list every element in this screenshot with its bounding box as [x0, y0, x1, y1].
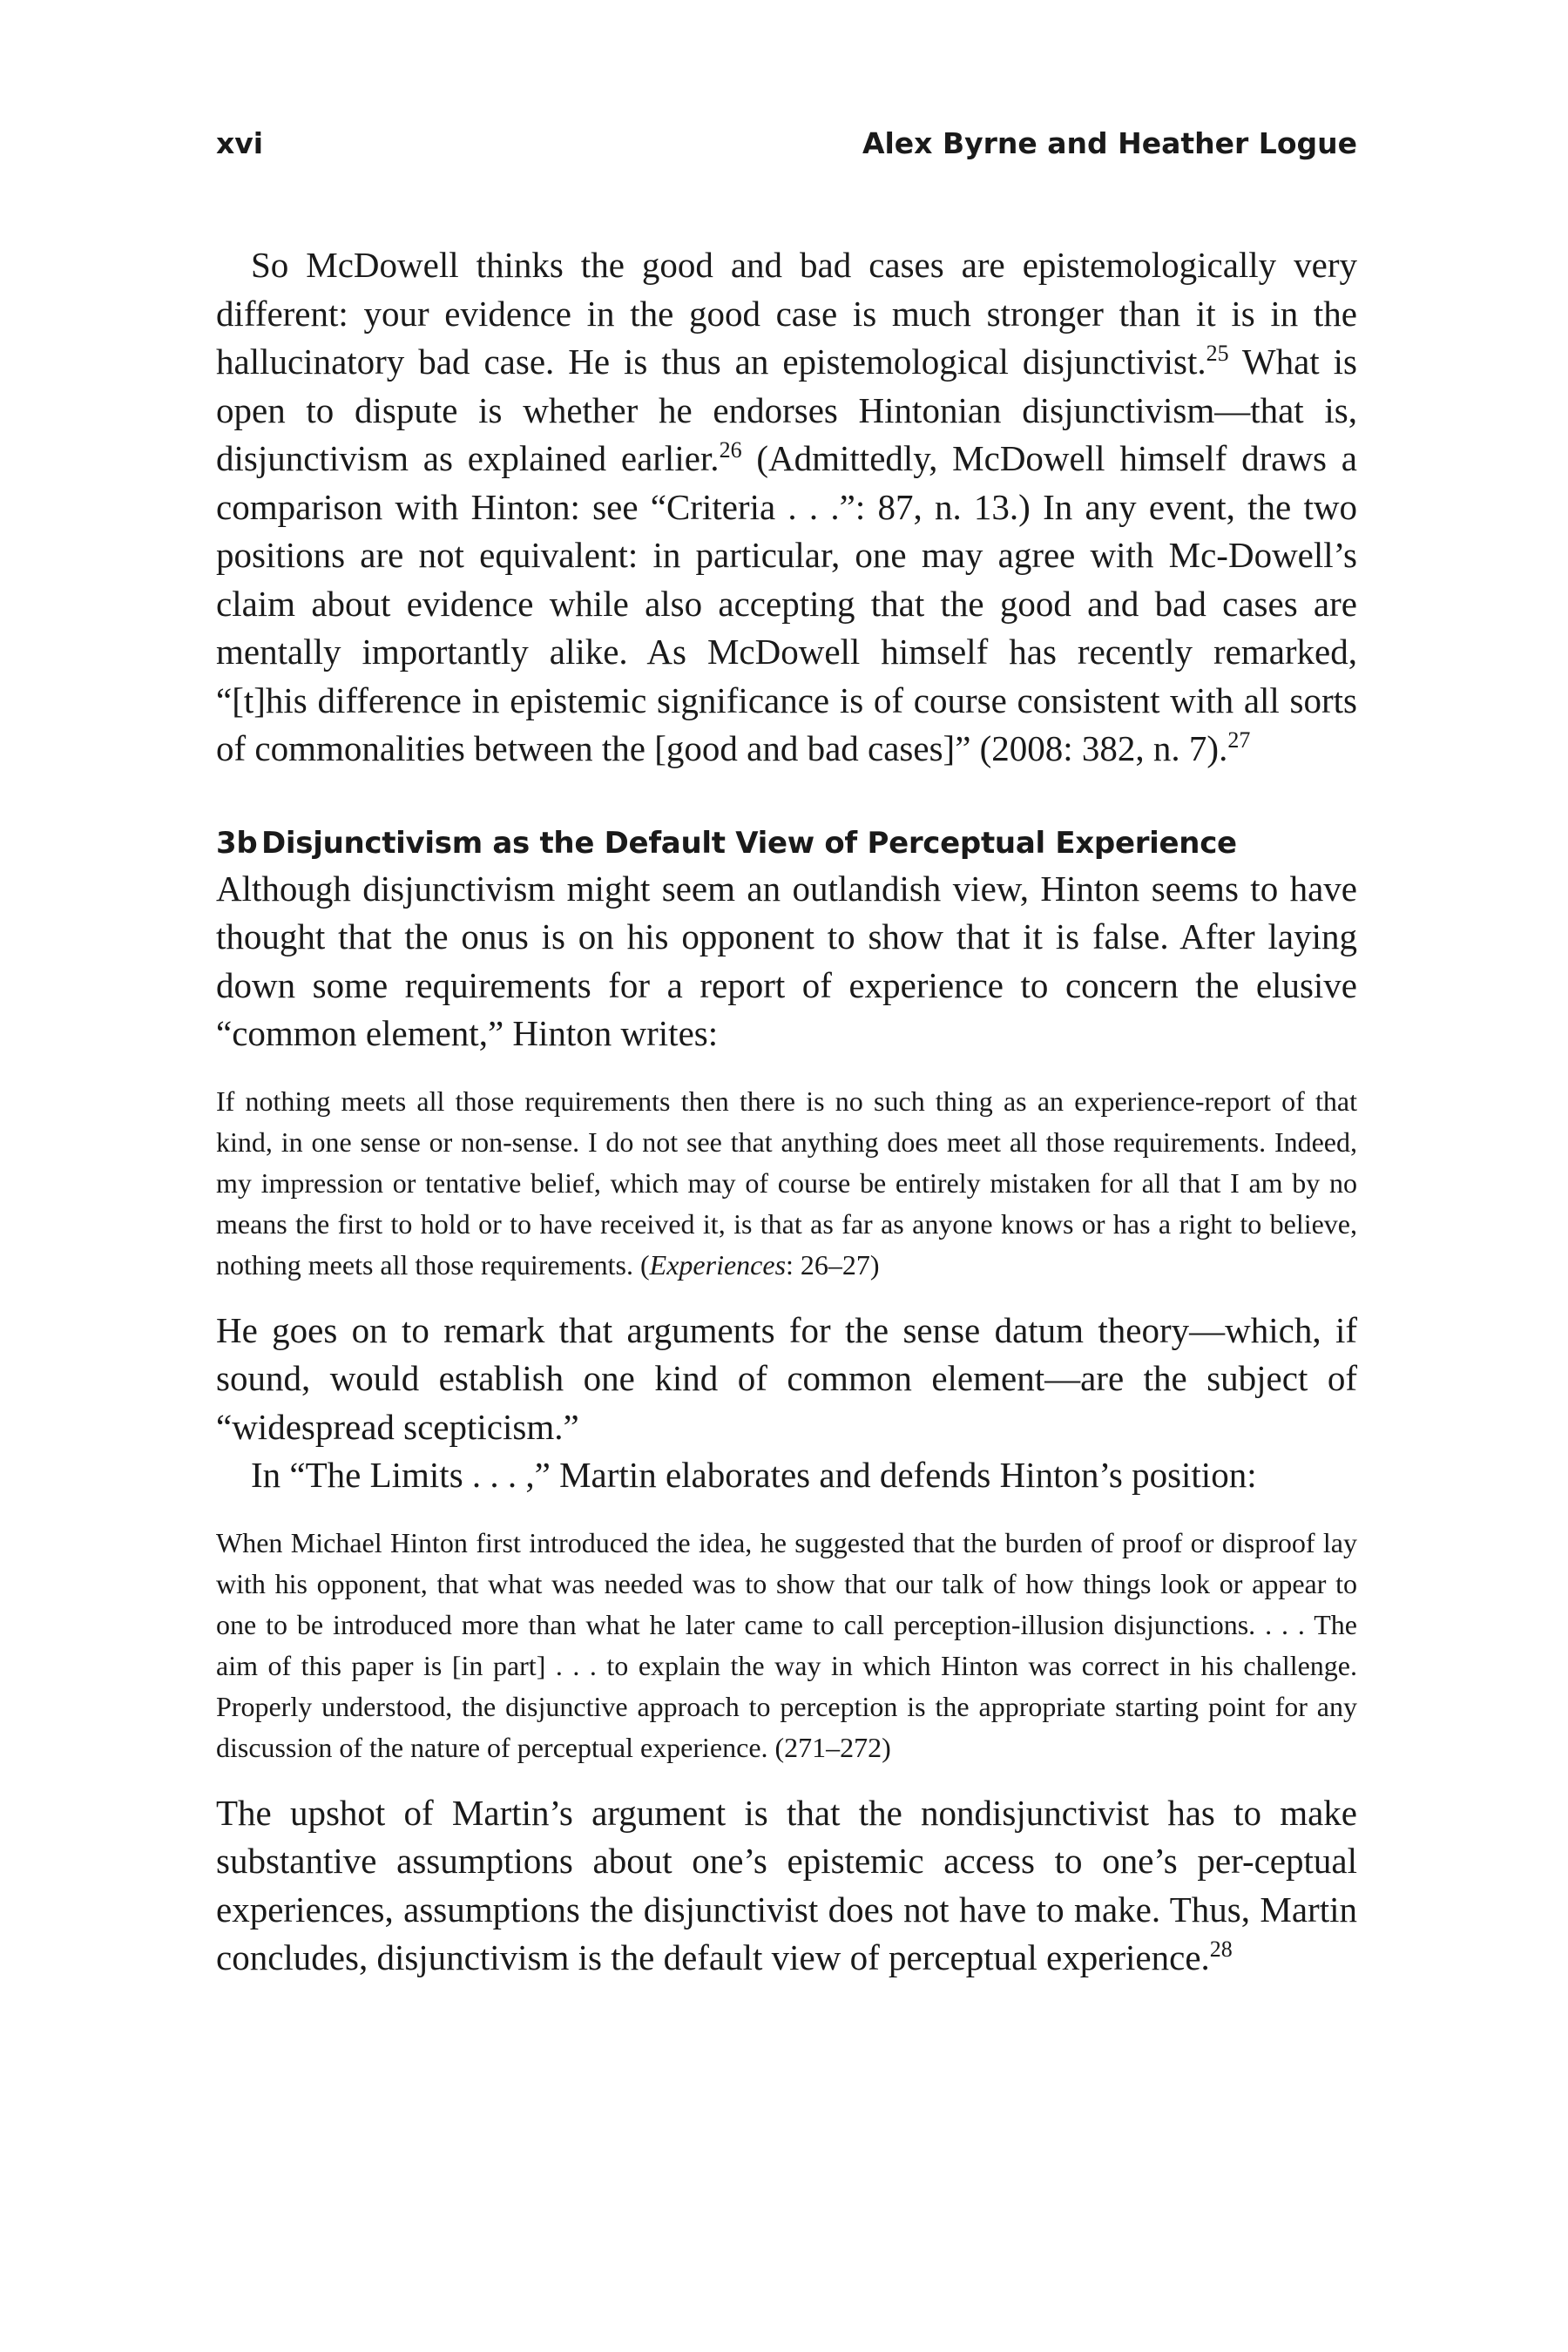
paragraph-text: (Admittedly, McDowell himself draws a comparison with Hinton: see “Criteria . . .”: 87, n. 13.) In any event, the two positions are not equivalent: in particular, one may agree with Mc-Dowell’s claim about evidence while also accepting that the good and bad cases are mentally importantly alike. As McDowell himself has recently remarked, “[t]his difference in epistemic significance is of course consistent with all sorts of commonalities between the [good and bad cases]” (2008: 382, n. 7). [216, 438, 1358, 768]
footnote-ref-25: 25 [1206, 341, 1229, 366]
running-head [216, 122, 1357, 166]
body-text [216, 241, 1357, 1983]
running-head-authors: Alex Byrne and Heather Logue [862, 126, 1357, 160]
paragraph-martin-intro: In “The Limits . . . ,” Martin elaborates and defends Hinton’s position: [251, 1455, 1257, 1495]
paragraph-sense-datum: He goes on to remark that arguments for the sense datum theory—which, if sound, would establish one kind of common element—are the subject of “widespread scepticism.” [216, 1309, 1357, 1447]
quote-text: If nothing meets all those requirements then there is no such thing as an experience-report of that kind, in one sense or non-sense. I do not see that anything does meet all those requirements. Indeed, my impression or tentative belief, which may of course be entirely mistaken for all that I am by no means the first to hold or to have received it, is that as far as anyone knows or has a right to believe, nothing meets all those requirements. ( [216, 1085, 1357, 1281]
section-heading [216, 821, 1357, 865]
quote-source-title: Experiences [649, 1248, 787, 1281]
block-quote-martin: When Michael Hinton first introduced the idea, he suggested that the burden of proof or disproof lay with his opponent, that what was needed was to show that our talk of how things look or appear to one to be introduced more than what he later came to call perception-illusion disjunctions. . . . The aim of this paper is [in part] . . . to explain the way in which Hinton was correct in his challenge. Properly understood, the disjunctive approach to perception is the appropriate starting point for any discussion of the nature of perceptual experience. (271–272) [216, 1526, 1357, 1763]
paragraph-martin-upshot [216, 1789, 1357, 1983]
quote-citation: : 26–27) [786, 1248, 880, 1281]
paragraph-text: What is open to dispute is whether he endorses Hintonian disjunctivism—that is, disjunctivism as explained earlier. [216, 341, 1357, 478]
section-title: Disjunctivism as the Default View of Perceptual Experience [261, 825, 1237, 861]
footnote-ref-28: 28 [1209, 1936, 1233, 1962]
paragraph-text: The upshot of Martin’s argument is that the nondisjunctivist has to make substantive assumptions about one’s epistemic access to one’s per-ceptual experiences, assumptions the disjunctivist does not have to make. Thus, Martin concludes, disjunctivism is the default view of perceptual experience. [216, 1792, 1357, 1977]
paragraph-text: So McDowell thinks the good and bad cases are epistemologically very different: your evidence in the good case is much stronger than it is in the hallucinatory bad case. He is thus an epistemological disjunctivist. [216, 245, 1357, 382]
paragraph-hinton-onus: Although disjunctivism might seem an outlandish view, Hinton seems to have thought that the onus is on his opponent to show that it is false. After laying down some requirements for a report of experience to concern the elusive “common element,” Hinton writes: [216, 868, 1357, 1053]
footnote-ref-27: 27 [1227, 727, 1251, 753]
block-quote-hinton [216, 1081, 1357, 1286]
section-number: 3b [216, 825, 258, 861]
footnote-ref-26: 26 [719, 437, 742, 463]
page-number: xvi [216, 126, 264, 160]
paragraph-mcdowell-evidence [216, 241, 1357, 774]
